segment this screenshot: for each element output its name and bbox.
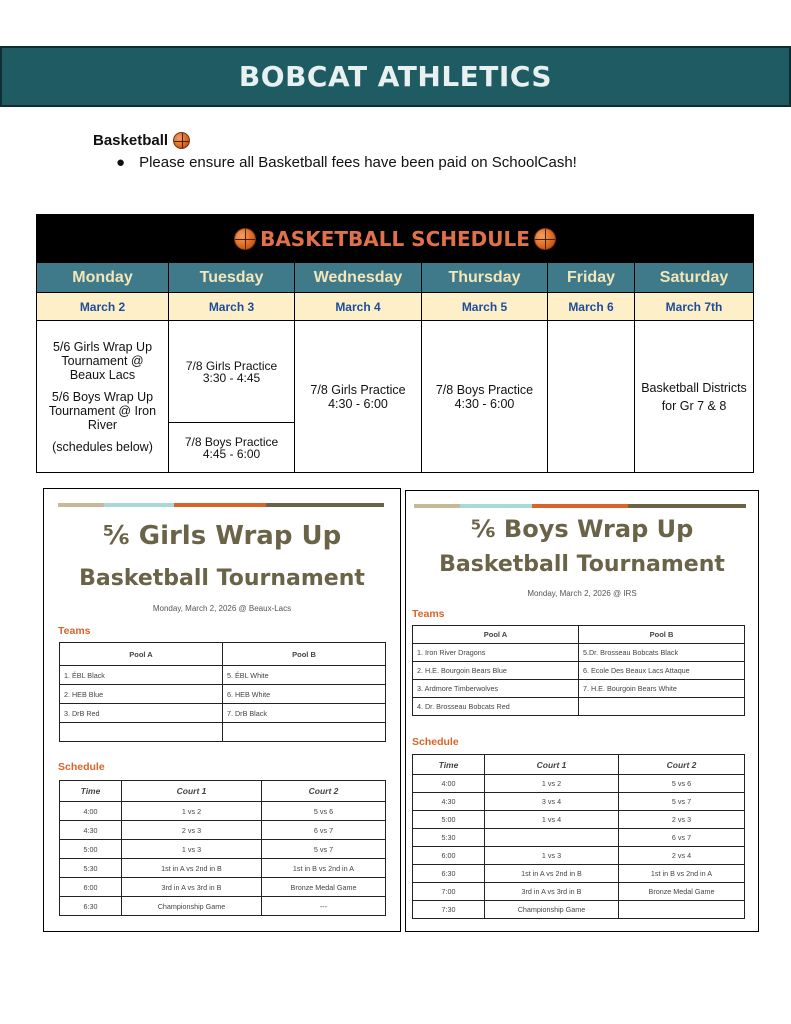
date-thursday: March 5 bbox=[422, 293, 548, 321]
boys-practice-time: 4:45 - 6:00 bbox=[202, 446, 261, 461]
table-row bbox=[413, 644, 745, 662]
table-row bbox=[413, 847, 745, 865]
basketball-icon bbox=[534, 228, 556, 250]
day-monday: Monday bbox=[37, 263, 169, 293]
day-header-row bbox=[37, 263, 753, 293]
court1-header: Court 1 bbox=[485, 755, 619, 775]
court1-cell: 1 vs 2 bbox=[485, 775, 619, 793]
friday-events bbox=[548, 321, 635, 472]
table-row bbox=[413, 901, 745, 919]
court2-cell: 6 vs 7 bbox=[262, 821, 386, 840]
court1-cell: 2 vs 3 bbox=[122, 821, 262, 840]
court2-cell bbox=[619, 901, 745, 919]
date-monday: March 2 bbox=[37, 293, 169, 321]
girls-practice-time: 3:30 - 4:45 bbox=[202, 370, 261, 385]
court1-cell: 1 vs 3 bbox=[485, 847, 619, 865]
girls-pool-a-header: Pool A bbox=[60, 643, 223, 666]
date-wednesday: March 4 bbox=[295, 293, 422, 321]
court1-cell: 1 vs 4 bbox=[485, 811, 619, 829]
table-row bbox=[60, 840, 386, 859]
girls-teams-table bbox=[59, 642, 386, 742]
boys-practice-name: 7/8 Boys Practice bbox=[184, 434, 279, 449]
table-row bbox=[413, 865, 745, 883]
schedules-note: (schedules below) bbox=[52, 439, 153, 454]
court2-cell: 2 vs 4 bbox=[619, 847, 745, 865]
boys-teams-table bbox=[412, 625, 745, 716]
time-cell: 5:00 bbox=[60, 840, 122, 859]
table-row bbox=[413, 811, 745, 829]
boys-subtitle: Monday, March 2, 2026 @ IRS bbox=[527, 589, 637, 598]
court1-cell: 1 vs 2 bbox=[122, 802, 262, 821]
basketball-icon bbox=[234, 228, 256, 250]
team-cell bbox=[579, 698, 745, 716]
boys-title-line1: ⅚ Boys Wrap Up bbox=[470, 515, 694, 543]
court2-cell: --- bbox=[262, 897, 386, 916]
table-row bbox=[60, 666, 386, 685]
girls-teams-label: Teams bbox=[58, 625, 91, 637]
team-cell: 1. ÉBL Black bbox=[60, 666, 223, 685]
court2-cell: Bronze Medal Game bbox=[619, 883, 745, 901]
time-cell: 6:30 bbox=[413, 865, 485, 883]
table-row bbox=[413, 829, 745, 847]
bullet-marker: ● bbox=[116, 154, 126, 171]
court1-cell: 3rd in A vs 3rd in B bbox=[485, 883, 619, 901]
team-cell bbox=[223, 723, 386, 742]
girls-schedule-label: Schedule bbox=[58, 761, 105, 773]
day-tuesday: Tuesday bbox=[169, 263, 295, 293]
court2-cell: 5 vs 6 bbox=[619, 775, 745, 793]
wednesday-events bbox=[295, 321, 422, 472]
color-stripe bbox=[414, 504, 746, 508]
schedule-title: BASKETBALL SCHEDULE bbox=[260, 227, 530, 251]
time-header: Time bbox=[413, 755, 485, 775]
girls-practice-name: 7/8 Girls Practice bbox=[185, 358, 278, 373]
team-cell: 7. H.E. Bourgoin Bears White bbox=[579, 680, 745, 698]
court2-cell: 6 vs 7 bbox=[619, 829, 745, 847]
girls-schedule-table bbox=[59, 780, 386, 916]
time-header: Time bbox=[60, 781, 122, 802]
court1-cell: 1st in A vs 2nd in B bbox=[485, 865, 619, 883]
table-row bbox=[413, 680, 745, 698]
court1-header: Court 1 bbox=[122, 781, 262, 802]
court1-cell: 1st in A vs 2nd in B bbox=[122, 859, 262, 878]
court2-cell: 1st in B vs 2nd in A bbox=[262, 859, 386, 878]
court2-cell: Bronze Medal Game bbox=[262, 878, 386, 897]
time-cell: 6:00 bbox=[60, 878, 122, 897]
fee-notice-text: Please ensure all Basketball fees have been paid on SchoolCash! bbox=[139, 154, 577, 171]
court1-cell: Championship Game bbox=[485, 901, 619, 919]
date-row bbox=[37, 293, 753, 321]
table-row bbox=[413, 698, 745, 716]
time-cell: 4:00 bbox=[413, 775, 485, 793]
districts-line2: for Gr 7 & 8 bbox=[661, 398, 727, 413]
court2-cell: 5 vs 6 bbox=[262, 802, 386, 821]
schedule-header bbox=[37, 215, 753, 263]
court1-cell: 3 vs 4 bbox=[485, 793, 619, 811]
court2-cell: 2 vs 3 bbox=[619, 811, 745, 829]
tuesday-events bbox=[169, 321, 295, 472]
day-friday: Friday bbox=[548, 263, 635, 293]
court2-cell: 1st in B vs 2nd in A bbox=[619, 865, 745, 883]
court1-cell: 3rd in A vs 3rd in B bbox=[122, 878, 262, 897]
table-row bbox=[60, 723, 386, 742]
table-row bbox=[413, 883, 745, 901]
saturday-events bbox=[635, 321, 753, 472]
time-cell: 5:00 bbox=[413, 811, 485, 829]
team-cell: 1. Iron River Dragons bbox=[413, 644, 579, 662]
time-cell: 6:00 bbox=[413, 847, 485, 865]
time-cell: 6:30 bbox=[60, 897, 122, 916]
weekly-schedule-table bbox=[36, 214, 754, 473]
court2-cell: 5 vs 7 bbox=[619, 793, 745, 811]
boys-teams-label: Teams bbox=[412, 608, 445, 620]
court1-cell: Championship Game bbox=[122, 897, 262, 916]
boys-schedule-table bbox=[412, 754, 745, 919]
girls-tournament-card bbox=[43, 488, 401, 932]
boys-tournament-card bbox=[405, 490, 759, 932]
boys-title-line2: Basketball Tournament bbox=[439, 552, 725, 577]
boys-schedule-label: Schedule bbox=[412, 736, 459, 748]
team-cell: 6. HEB White bbox=[223, 685, 386, 704]
day-wednesday: Wednesday bbox=[295, 263, 422, 293]
girls-title-line1: ⅚ Girls Wrap Up bbox=[102, 521, 342, 551]
thursday-practice-time: 4:30 - 6:00 bbox=[454, 396, 515, 411]
team-cell: 6. Ecole Des Beaux Lacs Attaque bbox=[579, 662, 745, 680]
basketball-icon bbox=[173, 132, 190, 149]
team-cell: 5. ÉBL White bbox=[223, 666, 386, 685]
girls-title-line2: Basketball Tournament bbox=[79, 566, 365, 591]
team-cell: 2. H.E. Bourgoin Bears Blue bbox=[413, 662, 579, 680]
team-cell: 7. DrB Black bbox=[223, 704, 386, 723]
boys-wrap-up-event: 5/6 Boys Wrap Up Tournament @ Iron River bbox=[48, 389, 157, 432]
boys-pool-b-header: Pool B bbox=[579, 626, 745, 644]
team-cell: 2. HEB Blue bbox=[60, 685, 223, 704]
table-row bbox=[60, 704, 386, 723]
court1-cell bbox=[485, 829, 619, 847]
table-row bbox=[60, 802, 386, 821]
table-row bbox=[60, 685, 386, 704]
fee-notice bbox=[116, 154, 577, 171]
color-stripe bbox=[58, 503, 384, 507]
time-cell: 4:00 bbox=[60, 802, 122, 821]
sport-heading bbox=[93, 132, 190, 149]
table-row bbox=[413, 775, 745, 793]
table-row bbox=[60, 821, 386, 840]
table-row bbox=[60, 878, 386, 897]
girls-wrap-up-event: 5/6 Girls Wrap Up Tournament @ Beaux Lacs bbox=[52, 339, 153, 382]
wednesday-practice-time: 4:30 - 6:00 bbox=[328, 396, 388, 411]
team-cell: 3. DrB Red bbox=[60, 704, 223, 723]
team-cell: 3. Ardmore Timberwolves bbox=[413, 680, 579, 698]
court1-cell: 1 vs 3 bbox=[122, 840, 262, 859]
page-title: BOBCAT ATHLETICS bbox=[238, 60, 553, 93]
monday-events bbox=[37, 321, 169, 472]
date-saturday: March 7th bbox=[635, 293, 753, 321]
table-row bbox=[60, 897, 386, 916]
court2-header: Court 2 bbox=[619, 755, 745, 775]
boys-pool-a-header: Pool A bbox=[413, 626, 579, 644]
date-tuesday: March 3 bbox=[169, 293, 295, 321]
time-cell: 5:30 bbox=[60, 859, 122, 878]
time-cell: 4:30 bbox=[60, 821, 122, 840]
table-row bbox=[413, 662, 745, 680]
event-row bbox=[37, 321, 753, 472]
girls-subtitle: Monday, March 2, 2026 @ Beaux-Lacs bbox=[152, 604, 292, 613]
day-saturday: Saturday bbox=[635, 263, 753, 293]
team-cell: 5.Dr. Brosseau Bobcats Black bbox=[579, 644, 745, 662]
date-friday: March 6 bbox=[548, 293, 635, 321]
time-cell: 7:00 bbox=[413, 883, 485, 901]
girls-pool-b-header: Pool B bbox=[223, 643, 386, 666]
court2-header: Court 2 bbox=[262, 781, 386, 802]
court2-cell: 5 vs 7 bbox=[262, 840, 386, 859]
team-cell: 4. Dr. Brosseau Bobcats Red bbox=[413, 698, 579, 716]
wednesday-practice-name: 7/8 Girls Practice bbox=[310, 382, 406, 397]
header-banner bbox=[0, 46, 791, 107]
thursday-events bbox=[422, 321, 548, 472]
districts-line1: Basketball Districts bbox=[641, 380, 747, 395]
thursday-practice-name: 7/8 Boys Practice bbox=[435, 382, 534, 397]
day-thursday: Thursday bbox=[422, 263, 548, 293]
table-row bbox=[60, 859, 386, 878]
time-cell: 4:30 bbox=[413, 793, 485, 811]
table-row bbox=[413, 793, 745, 811]
sport-label: Basketball bbox=[93, 132, 169, 149]
time-cell: 7:30 bbox=[413, 901, 485, 919]
time-cell: 5:30 bbox=[413, 829, 485, 847]
team-cell bbox=[60, 723, 223, 742]
